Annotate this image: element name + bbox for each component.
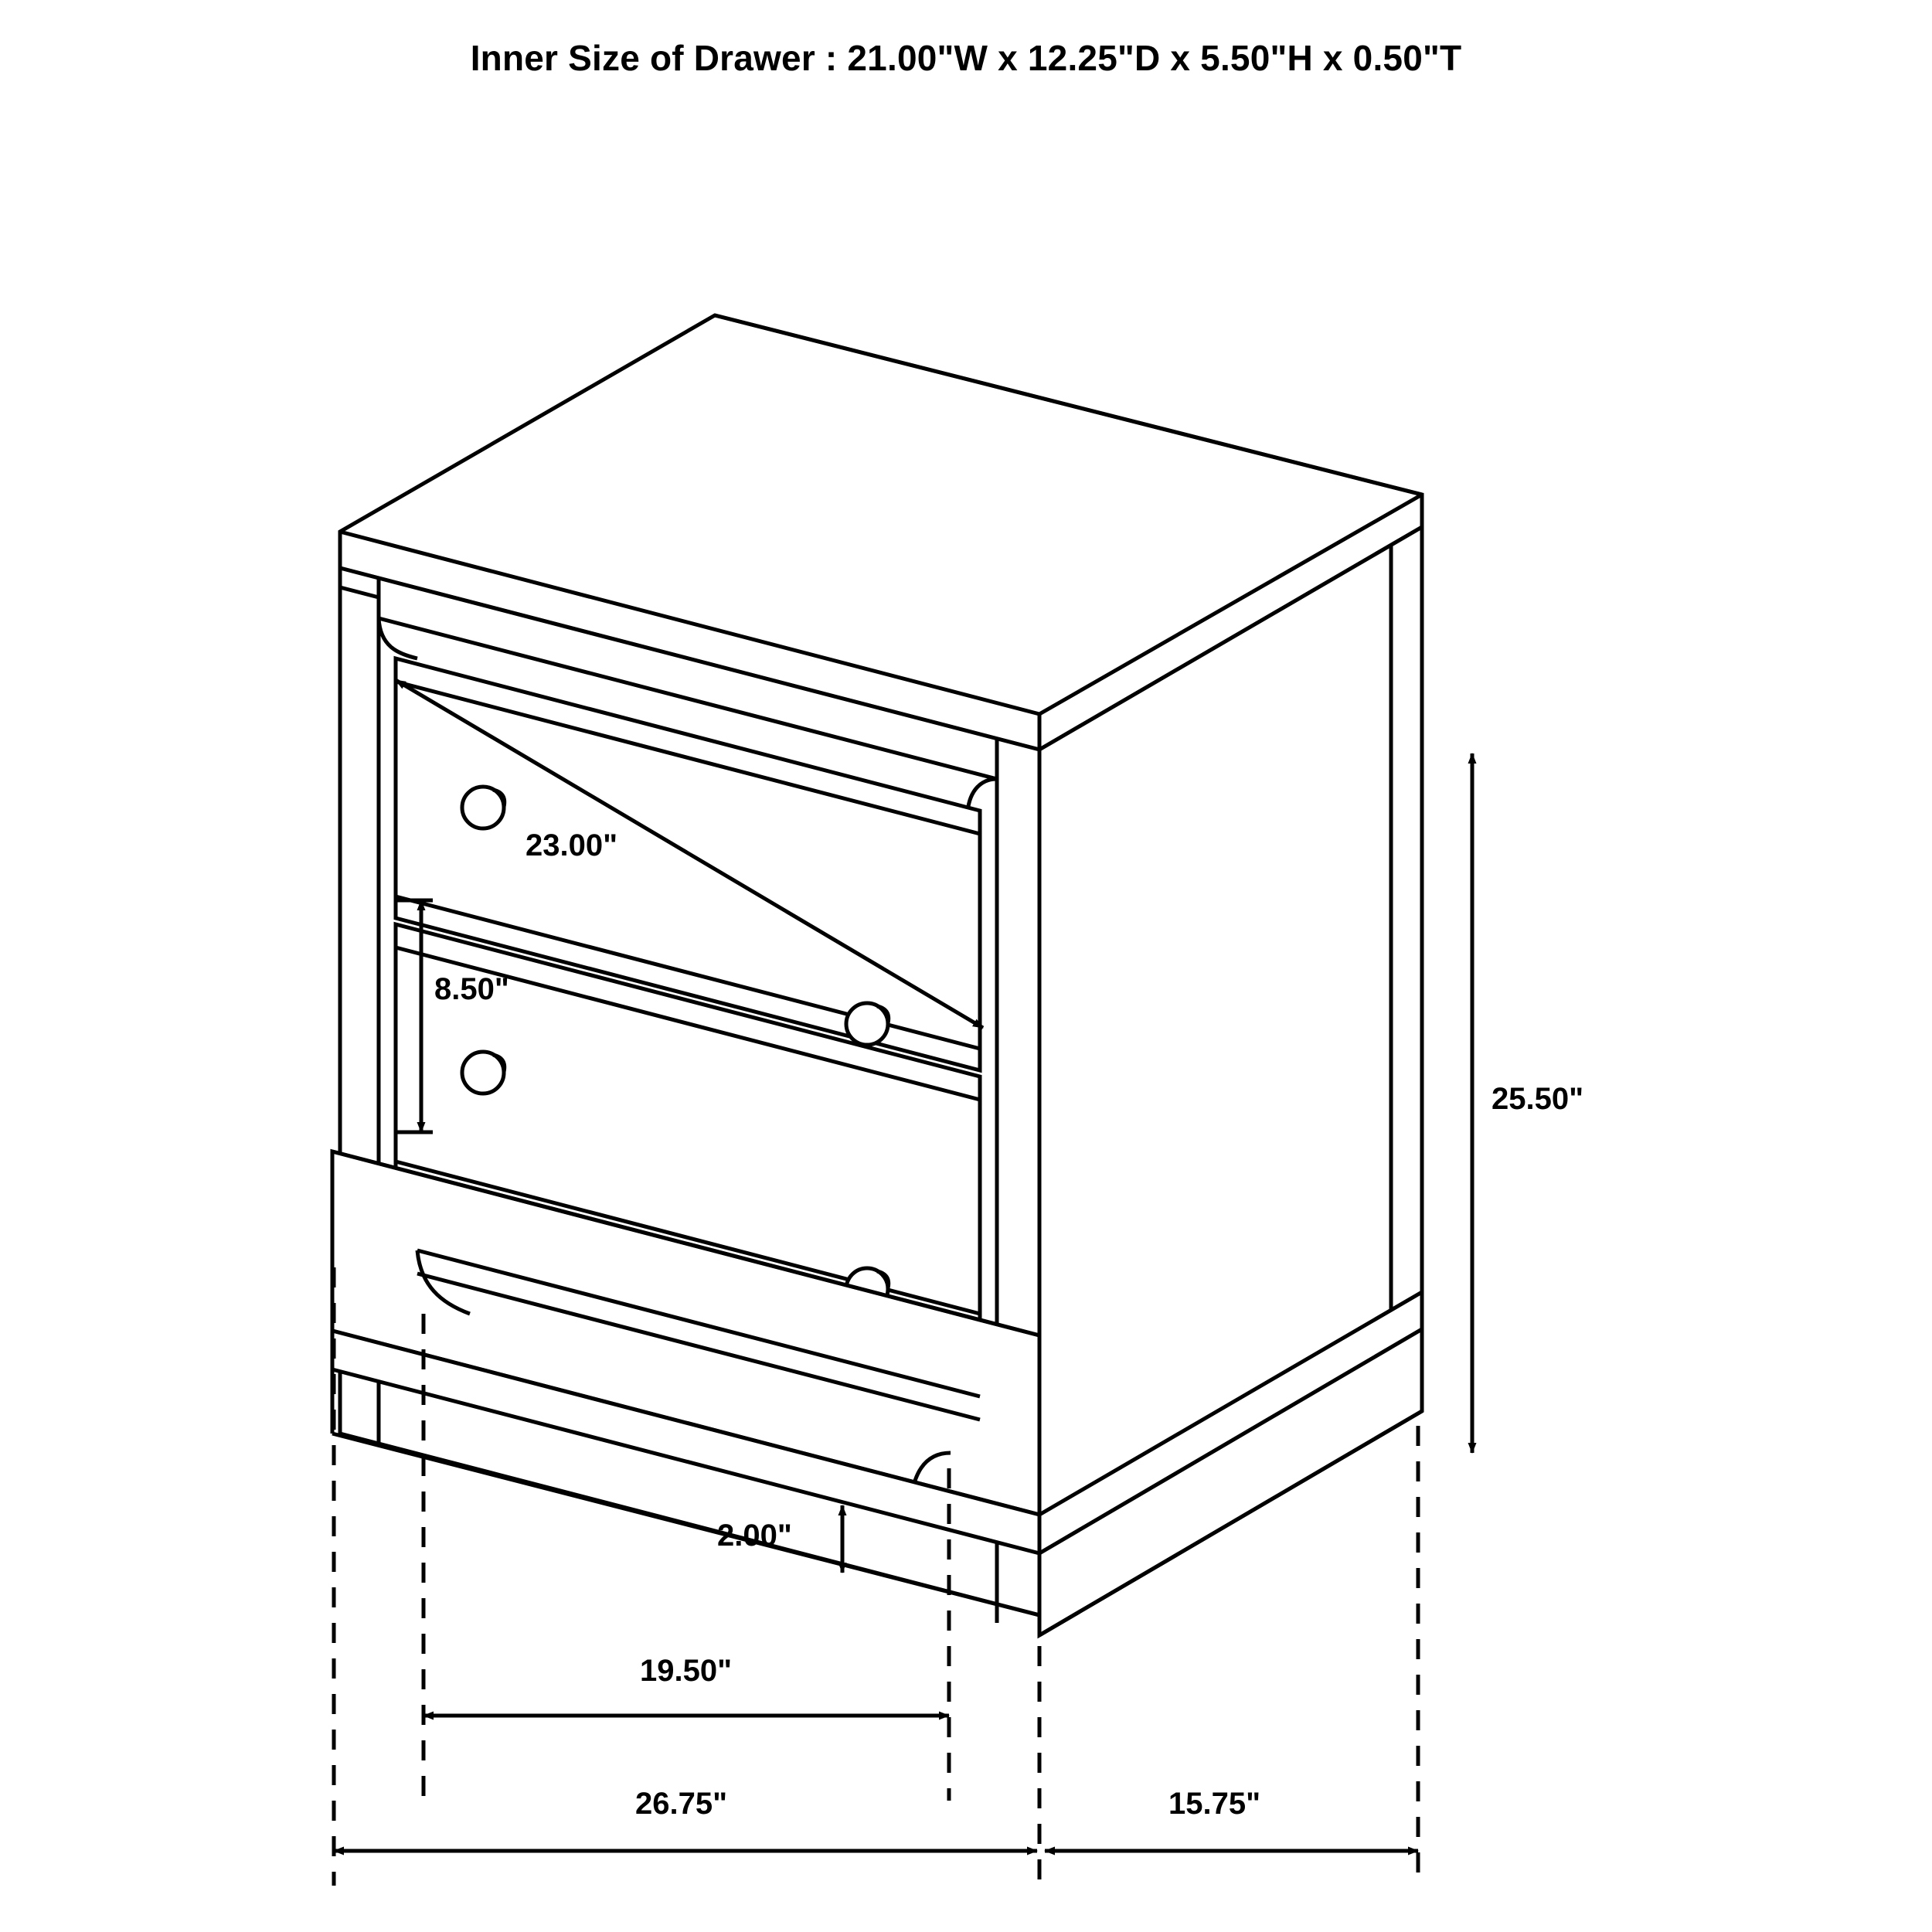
dim-label-overall-width: 26.75" <box>635 1787 728 1821</box>
dim-label-opening-height: 8.50" <box>434 972 509 1006</box>
page-title: Inner Size of Drawer : 21.00"W x 12.25"D x 5.50"H x 0.50"T <box>470 38 1462 78</box>
dim-label-base-clearance: 2.00" <box>717 1519 792 1553</box>
dim-label-overall-height: 25.50" <box>1492 1082 1584 1116</box>
dim-label-drawer-width: 23.00" <box>526 828 618 862</box>
dim-label-overall-depth: 15.75" <box>1168 1787 1261 1821</box>
dim-label-base-inner-width: 19.50" <box>640 1654 733 1688</box>
